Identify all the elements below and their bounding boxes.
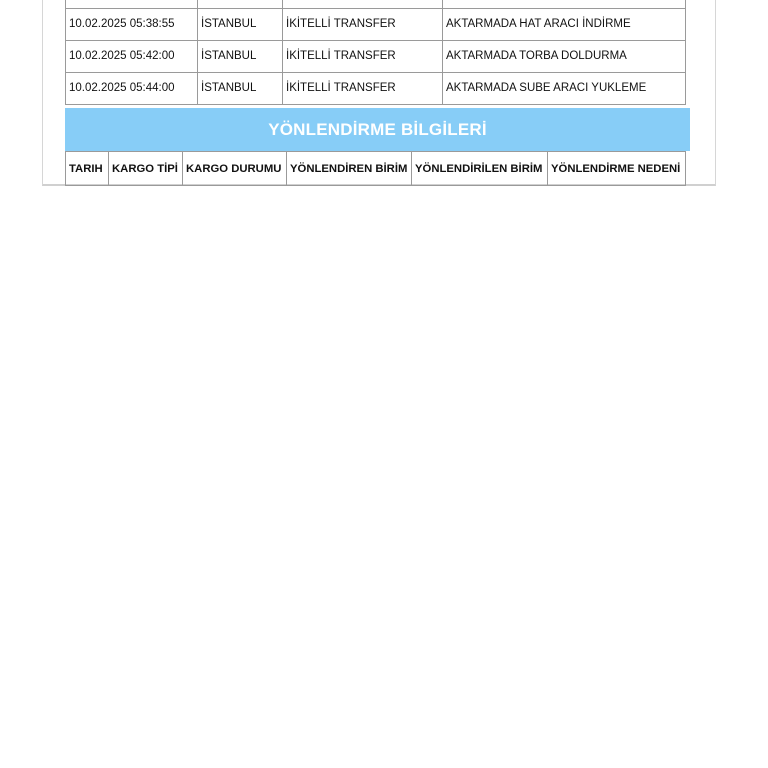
table-header-row — [66, 152, 686, 186]
table-row — [66, 40, 686, 72]
section-title: YÖNLENDİRME BİLGİLERİ — [65, 108, 690, 151]
table-row — [66, 72, 686, 104]
column-header-cargo-status: KARGO DURUMU — [183, 152, 287, 186]
operation-cell: AKTARMADA SUBE ARACI YUKLEME — [443, 72, 686, 104]
column-header-redirected-unit: YÖNLENDİRİLEN BİRİM — [412, 152, 548, 186]
date-cell: 10.02.2025 05:42:00 — [66, 40, 198, 72]
column-header-date: TARIH — [66, 152, 109, 186]
city-cell: İSTANBUL — [198, 72, 283, 104]
movement-table — [65, 0, 686, 105]
redirect-table — [65, 151, 686, 186]
operation-cell: AKTARMADA TORBA DOLDURMA — [443, 40, 686, 72]
city-cell: İSTANBUL — [198, 8, 283, 40]
table-row-partial — [66, 0, 686, 8]
unit-cell: İKİTELLİ TRANSFER — [283, 40, 443, 72]
table-row — [66, 8, 686, 40]
date-cell: 10.02.2025 05:38:55 — [66, 8, 198, 40]
operation-cell: AKTARMADA HAT ARACI İNDİRME — [443, 8, 686, 40]
column-header-redirect-reason: YÖNLENDİRME NEDENİ — [548, 152, 686, 186]
date-cell: 10.02.2025 05:44:00 — [66, 72, 198, 104]
column-header-cargo-type: KARGO TİPİ — [109, 152, 183, 186]
column-header-redirecting-unit: YÖNLENDİREN BİRİM — [287, 152, 412, 186]
unit-cell: İKİTELLİ TRANSFER — [283, 72, 443, 104]
unit-cell: İKİTELLİ TRANSFER — [283, 8, 443, 40]
city-cell: İSTANBUL — [198, 40, 283, 72]
